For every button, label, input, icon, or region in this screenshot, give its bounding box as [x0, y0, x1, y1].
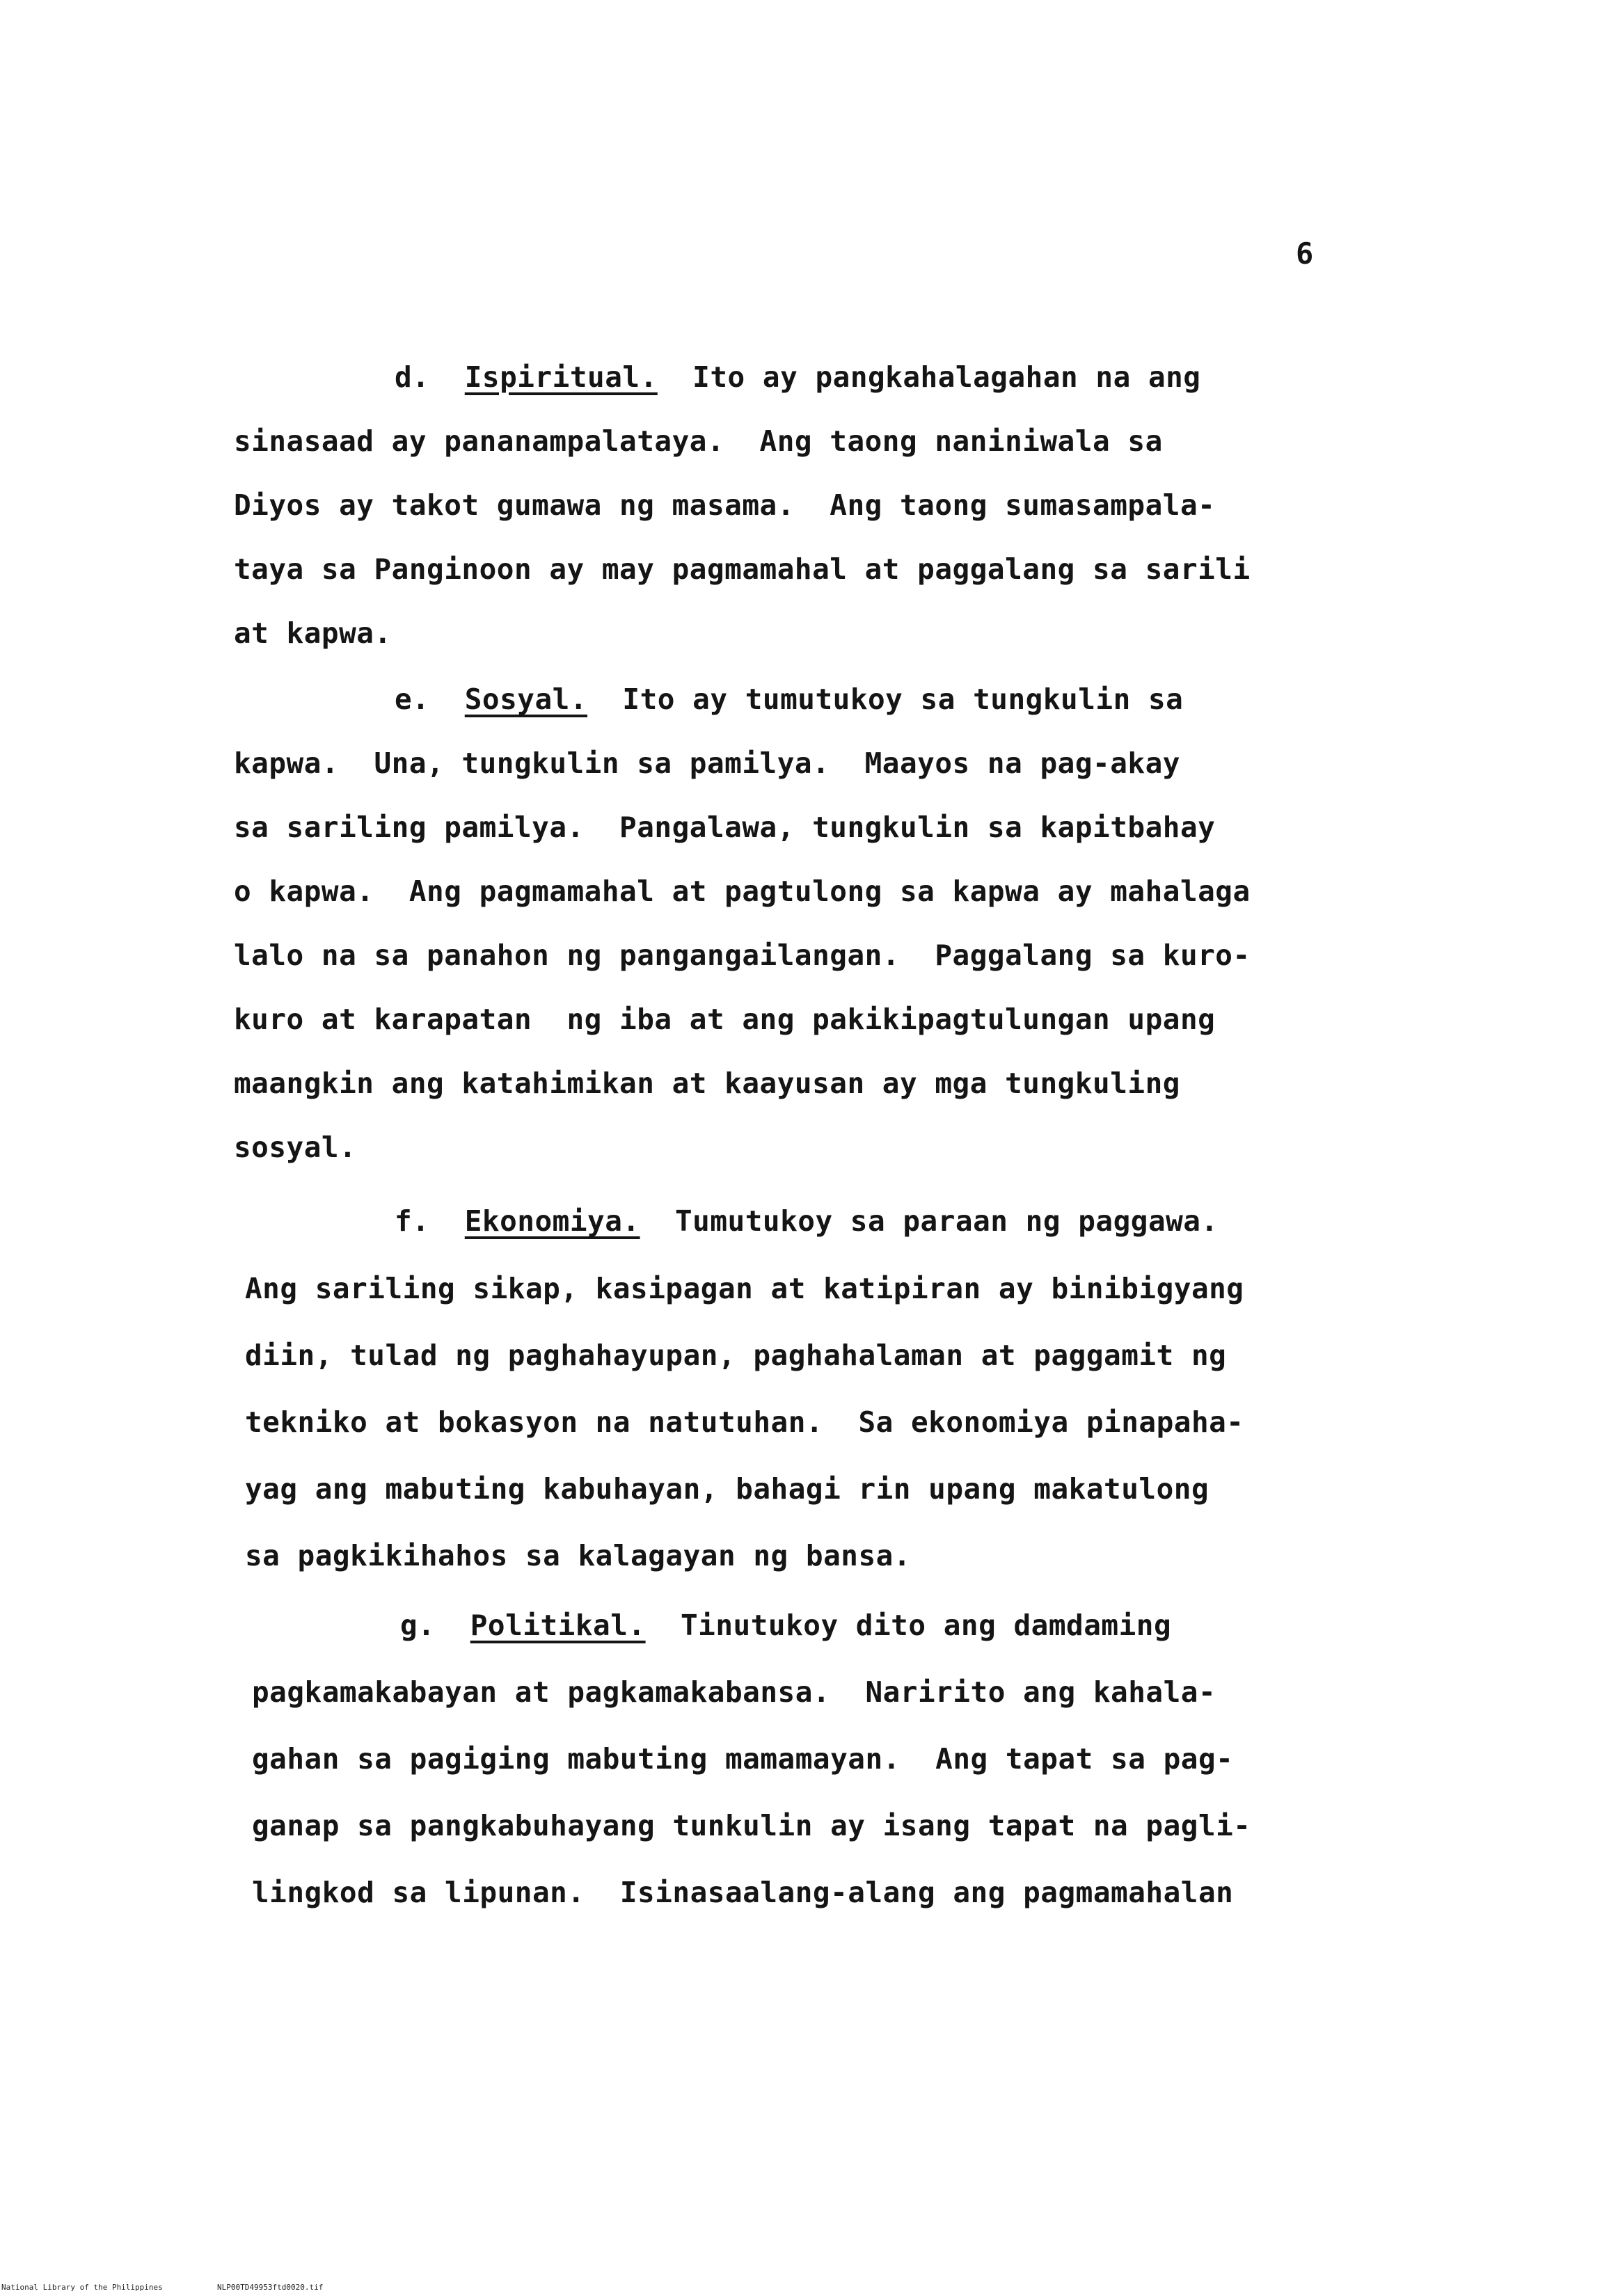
- section-g-line: pagkamakabayan at pagkamakabansa. Naririto ang kahala-: [252, 1675, 1216, 1709]
- section-f-first-line: [395, 1204, 1219, 1238]
- section-e-line: sosyal.: [234, 1131, 357, 1164]
- section-d-line: at kapwa.: [234, 616, 392, 650]
- section-d-letter: d.: [395, 360, 430, 394]
- section-d-line: Diyos ay takot gumawa ng masama. Ang taong sumasampala-: [234, 488, 1216, 522]
- section-f-letter: f.: [395, 1204, 430, 1238]
- section-f-line: tekniko at bokasyon na natutuhan. Sa ekonomiya pinapaha-: [245, 1405, 1244, 1439]
- section-g-heading: Politikal.: [470, 1609, 646, 1642]
- section-e-first-line: [395, 685, 1183, 714]
- section-d-heading: Ispiritual.: [464, 360, 658, 394]
- section-g-line: lingkod sa lipunan. Isinasaalang-alang ang pagmamahalan: [252, 1876, 1234, 1909]
- section-e-line: kapwa. Una, tungkulin sa pamilya. Maayos na pag-akay: [234, 747, 1180, 780]
- footer-library-label: National Library of the Philippines: [1, 2283, 163, 2292]
- page-number: 6: [1296, 237, 1314, 271]
- footer-file-name: NLP00TD49953ftd0020.tif: [217, 2283, 324, 2292]
- section-e-heading: Sosyal.: [464, 683, 588, 716]
- section-d-line: sinasaad ay pananampalataya. Ang taong naniniwala sa: [234, 424, 1163, 458]
- section-g-line: ganap sa pangkabuhayang tunkulin ay isang tapat na pagli-: [252, 1809, 1251, 1842]
- section-e-first-line-text: Ito ay tumutukoy sa tungkulin sa: [622, 683, 1184, 716]
- section-e-line: kuro at karapatan ng iba at ang pakikipagtulungan upang: [234, 1003, 1216, 1036]
- section-f-line: yag ang mabuting kabuhayan, bahagi rin upang makatulong: [245, 1472, 1209, 1506]
- section-e-line: lalo na sa panahon ng pangangailangan. Paggalang sa kuro-: [234, 939, 1251, 972]
- section-e-letter: e.: [395, 683, 430, 716]
- section-d-first-line: [395, 360, 1201, 394]
- section-g-line: gahan sa pagiging mabuting mamamayan. Ang tapat sa pag-: [252, 1742, 1234, 1776]
- section-f-heading: Ekonomiya.: [464, 1204, 640, 1238]
- section-f-line: diin, tulad ng paghahayupan, paghahalaman at paggamit ng: [245, 1339, 1227, 1372]
- section-d-first-line-text: Ito ay pangkahalagahan na ang: [692, 360, 1201, 394]
- section-e-line: maangkin ang katahimikan at kaayusan ay mga tungkuling: [234, 1067, 1180, 1100]
- section-e-line: o kapwa. Ang pagmamahal at pagtulong sa kapwa ay mahalaga: [234, 875, 1251, 908]
- section-f-first-line-text: Tumutukoy sa paraan ng paggawa.: [674, 1204, 1219, 1238]
- section-g-first-line-text: Tinutukoy dito ang damdaming: [680, 1609, 1172, 1642]
- section-g-letter: g.: [400, 1609, 436, 1642]
- section-f-line: Ang sariling sikap, kasipagan at katipiran ay binibigyang: [245, 1272, 1244, 1305]
- section-e-line: sa sariling pamilya. Pangalawa, tungkulin sa kapitbahay: [234, 811, 1216, 844]
- section-g-first-line: [400, 1611, 1171, 1640]
- section-f-line: sa pagkikihahos sa kalagayan ng bansa.: [245, 1539, 911, 1572]
- section-d-line: taya sa Panginoon ay may pagmamahal at paggalang sa sarili: [234, 552, 1251, 586]
